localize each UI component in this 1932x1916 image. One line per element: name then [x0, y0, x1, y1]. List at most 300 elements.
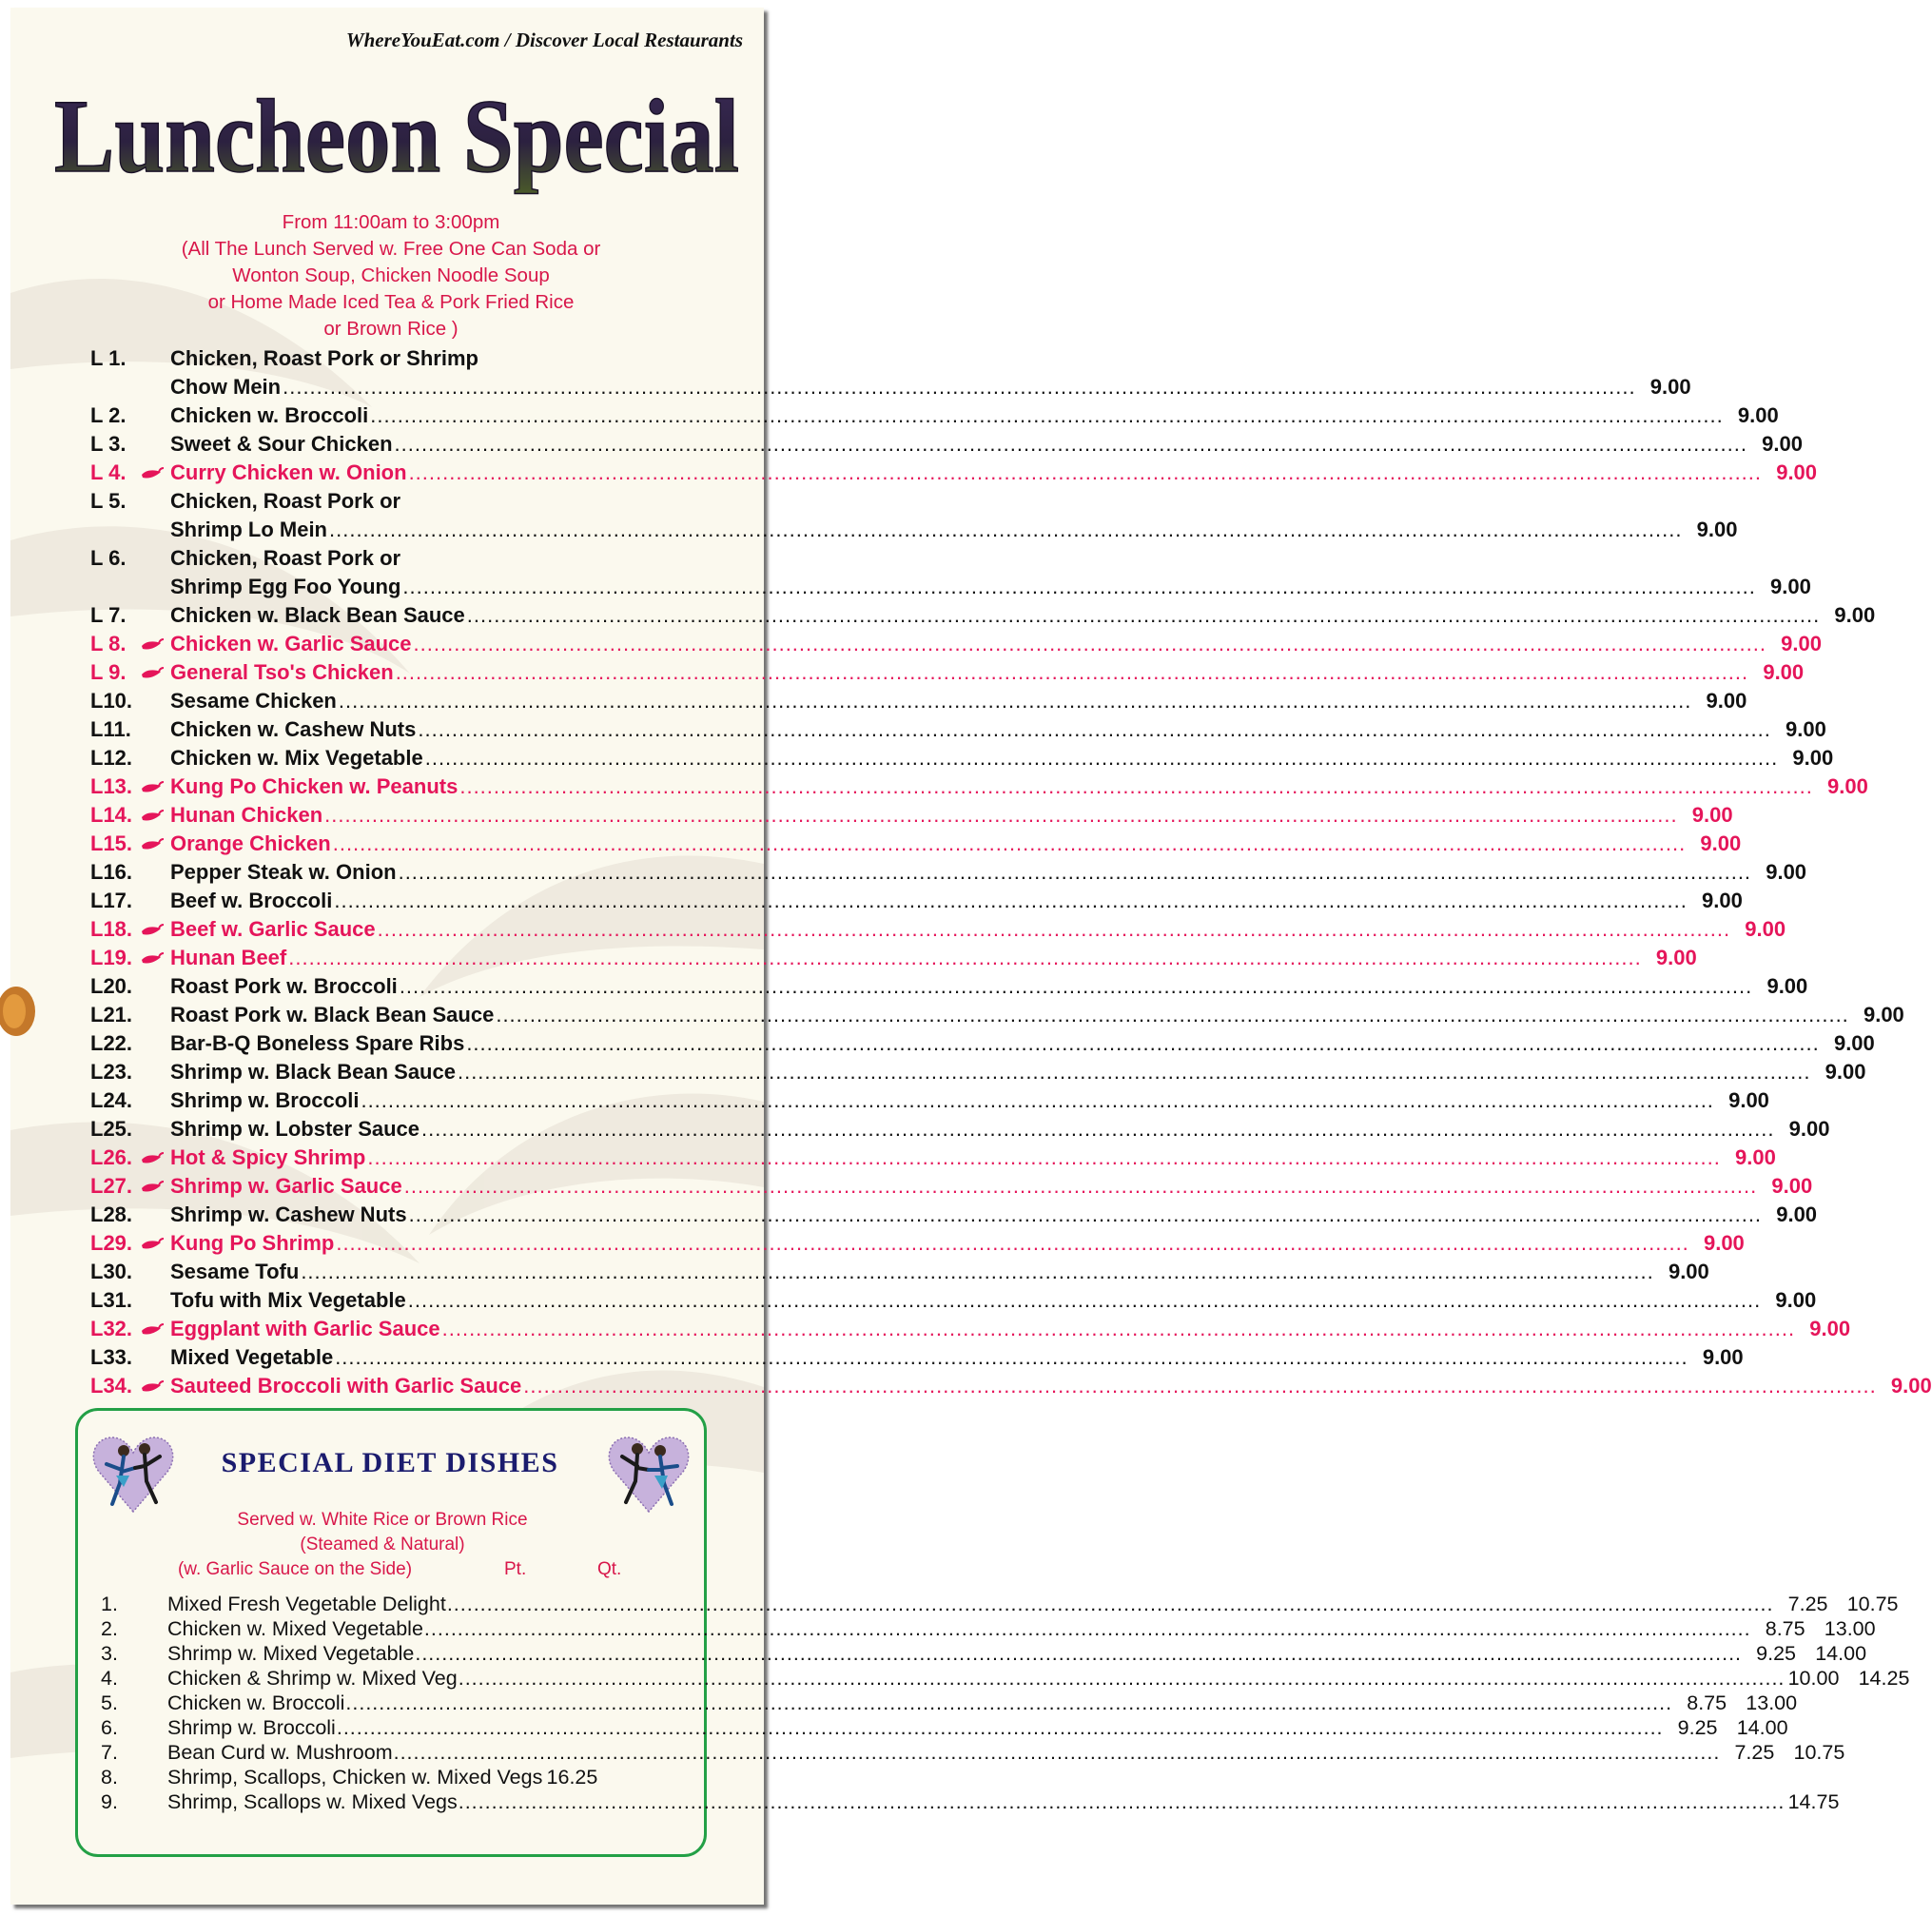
menu-item-code-text: L 3. — [90, 432, 127, 456]
diet-dish[interactable] — [95, 1592, 1899, 1616]
dot-leader: ........................................................................................................................................................................................................ — [457, 1060, 1811, 1084]
lunch-hours-line: Wonton Soup, Chicken Noodle Soup — [232, 264, 550, 286]
chili-pepper-icon — [140, 1237, 165, 1252]
menu-item-line — [170, 430, 1803, 459]
menu-item[interactable] — [90, 430, 1803, 459]
menu-item-line — [170, 801, 1733, 830]
dot-leader: ........................................................................................................................................................................................................ — [421, 1117, 1775, 1141]
menu-item-code-text: L14. — [90, 803, 133, 827]
dot-leader: ........................................................................................................................................................................................................ — [424, 746, 1779, 770]
menu-item-code — [90, 401, 170, 430]
menu-item-body — [170, 801, 1733, 830]
menu-item[interactable] — [90, 1343, 1744, 1372]
diet-dish-pint-price: 14.75 — [1787, 1790, 1840, 1813]
menu-item-code-text: L 5. — [90, 489, 127, 513]
menu-item-body — [170, 1172, 1813, 1201]
menu-item-code-text: L21. — [90, 1003, 133, 1026]
menu-item-line — [170, 972, 1808, 1001]
menu-item-name: Shrimp w. Cashew Nuts — [170, 1202, 407, 1226]
menu-item-code-text: L18. — [90, 917, 133, 941]
dot-leader: ........................................................................................................................................................................................................ — [523, 1374, 1877, 1398]
menu-item[interactable] — [90, 830, 1742, 858]
menu-item-line — [170, 772, 1868, 801]
diet-dish-quart-price: 10.75 — [1793, 1741, 1845, 1764]
menu-item-line — [170, 344, 709, 373]
diet-dish-name: Chicken w. Mixed Vegetable — [167, 1617, 423, 1640]
menu-item-code-text: L19. — [90, 946, 133, 969]
diet-dish-quart-price: 13.00 — [1824, 1617, 1876, 1640]
menu-item-name: Roast Pork w. Black Bean Sauce — [170, 1003, 495, 1026]
dot-leader: ........................................................................................................................................................................................................ — [408, 1202, 1763, 1226]
menu-item-code — [90, 1172, 170, 1201]
dot-leader: ........................................................................................................................................................................................................ — [407, 1288, 1762, 1312]
menu-item-price: 9.00 — [1833, 1031, 1875, 1055]
menu-item-code-text: L17. — [90, 889, 133, 912]
diet-dish-pint-price: 10.00 — [1787, 1667, 1840, 1690]
diet-dish-pint-price: 8.75 — [1765, 1617, 1805, 1640]
menu-page — [10, 8, 1932, 1905]
quart-column-label: Qt. — [597, 1559, 622, 1579]
diet-dish-name: Shrimp w. Mixed Vegetable — [167, 1642, 415, 1665]
menu-item-code-text: L28. — [90, 1202, 133, 1226]
diet-dish-pint-price: 7.25 — [1787, 1593, 1828, 1615]
chili-pepper-icon — [140, 1180, 165, 1195]
lunch-hours-line: or Brown Rice ) — [323, 318, 459, 340]
menu-item-code-text: L11. — [90, 717, 131, 741]
menu-item-line — [170, 915, 1786, 944]
dancing-couple-icon-right — [605, 1428, 693, 1518]
menu-item[interactable] — [90, 1315, 1851, 1343]
diet-dish-number: 7. — [101, 1741, 118, 1764]
menu-item-code — [90, 830, 170, 858]
dot-leader: ........................................................................................................................................................................................................ — [458, 1667, 1786, 1690]
menu-item-price: 9.00 — [1691, 803, 1733, 827]
menu-item-body — [170, 915, 1786, 944]
menu-item-name: Hunan Chicken — [170, 803, 323, 827]
diet-dish-number: 3. — [101, 1642, 118, 1665]
menu-item-name: Shrimp w. Garlic Sauce — [170, 1174, 402, 1198]
menu-item-line — [170, 1144, 1776, 1172]
diet-dish-number: 1. — [101, 1593, 118, 1615]
diet-dish[interactable] — [95, 1641, 1867, 1666]
diet-dish-number: 9. — [101, 1790, 118, 1813]
dot-leader: ........................................................................................................................................................................................................ — [345, 1691, 1673, 1714]
menu-item-price: 9.00 — [1786, 717, 1826, 741]
menu-item-code — [90, 801, 170, 830]
menu-item-code-text: L 7. — [90, 603, 127, 627]
menu-item-name: Chicken w. Broccoli — [170, 403, 369, 427]
dot-leader: ........................................................................................................................................................................................................ — [377, 917, 1731, 941]
dot-leader: ........................................................................................................................................................................................................ — [402, 575, 1756, 598]
dot-leader: ........................................................................................................................................................................................................ — [408, 460, 1763, 484]
menu-item-code — [90, 630, 170, 658]
menu-item-code — [90, 1058, 170, 1086]
menu-item-price: 9.00 — [1703, 1231, 1745, 1255]
chili-pepper-icon — [140, 837, 165, 852]
diet-dish-list — [95, 1592, 1910, 1814]
menu-item-body — [170, 487, 1738, 544]
diet-dish-number: 8. — [101, 1766, 118, 1789]
diet-dish-name: Chicken & Shrimp w. Mixed Veg — [167, 1667, 458, 1690]
menu-item-line — [170, 1315, 1851, 1343]
luncheon-menu-list — [90, 344, 1932, 1400]
menu-item-body — [170, 401, 1779, 430]
dot-leader: ........................................................................................................................................................................................................ — [415, 1642, 1743, 1665]
menu-item[interactable] — [90, 459, 1818, 487]
menu-item-code — [90, 1029, 170, 1058]
menu-item-code — [90, 344, 170, 401]
menu-item-body — [170, 344, 1691, 401]
menu-item-line — [170, 1058, 1866, 1086]
menu-item-code-text: L 1. — [90, 346, 127, 370]
menu-item-code — [90, 887, 170, 915]
menu-item-code — [90, 1115, 170, 1144]
diet-dish-name: Mixed Fresh Vegetable Delight — [167, 1593, 446, 1615]
dot-leader: ........................................................................................................................................................................................................ — [301, 1260, 1654, 1283]
menu-item-code — [90, 658, 170, 687]
menu-item-code-text: L24. — [90, 1088, 133, 1112]
menu-item-code — [90, 972, 170, 1001]
menu-item-body — [170, 715, 1826, 744]
menu-item-code-text: L34. — [90, 1374, 133, 1398]
dot-leader: ........................................................................................................................................................................................................ — [466, 1031, 1820, 1055]
menu-item-body — [170, 1086, 1769, 1115]
diet-dish[interactable] — [95, 1765, 666, 1789]
menu-item[interactable] — [90, 1144, 1776, 1172]
menu-item-line — [170, 1286, 1817, 1315]
menu-item[interactable] — [90, 1372, 1932, 1400]
diet-dish-pint-price: 8.75 — [1687, 1691, 1727, 1714]
menu-item-code — [90, 1201, 170, 1229]
menu-item-name: Chicken, Roast Pork or — [170, 489, 401, 513]
menu-item-body — [170, 601, 1876, 630]
chili-pepper-icon — [140, 666, 165, 681]
menu-item-name: Chicken w. Black Bean Sauce — [170, 603, 465, 627]
menu-item-body — [170, 1315, 1851, 1343]
menu-item-body — [170, 430, 1803, 459]
diet-dish[interactable] — [95, 1740, 1845, 1765]
menu-item-line — [170, 1115, 1830, 1144]
dot-leader: ........................................................................................................................................................................................................ — [367, 1145, 1721, 1169]
menu-item-body — [170, 1343, 1744, 1372]
dot-leader: ........................................................................................................................................................................................................ — [399, 974, 1753, 998]
diet-dish-quart-price: 14.00 — [1815, 1642, 1867, 1665]
menu-item-code-text: L 6. — [90, 546, 127, 570]
menu-item-code-text: L22. — [90, 1031, 133, 1055]
menu-item-code — [90, 1229, 170, 1258]
menu-item-line — [170, 1001, 1904, 1029]
diet-dish[interactable] — [95, 1715, 1788, 1740]
diet-dish-number: 5. — [101, 1691, 118, 1714]
menu-item-price: 9.00 — [1706, 689, 1747, 713]
diet-dish-number: 2. — [101, 1617, 118, 1640]
menu-item-price: 9.00 — [1701, 889, 1743, 912]
menu-item-code-text: L33. — [90, 1345, 133, 1369]
menu-item-code-text: L 9. — [90, 660, 127, 684]
menu-item-price: 9.00 — [1890, 1374, 1932, 1398]
menu-item[interactable] — [90, 687, 1747, 715]
menu-item[interactable] — [90, 1172, 1813, 1201]
menu-item-body — [170, 744, 1834, 772]
menu-item-line — [170, 1229, 1745, 1258]
menu-item[interactable] — [90, 972, 1808, 1001]
menu-item-code — [90, 1258, 170, 1286]
menu-item-body — [170, 887, 1743, 915]
menu-item-name: Chicken w. Cashew Nuts — [170, 717, 417, 741]
menu-item-code — [90, 1343, 170, 1372]
menu-item[interactable] — [90, 801, 1733, 830]
menu-item-name: Shrimp w. Broccoli — [170, 1088, 360, 1112]
menu-item[interactable] — [90, 1115, 1830, 1144]
menu-item-code — [90, 1372, 170, 1400]
chili-pepper-icon — [140, 780, 165, 795]
menu-item-price: 9.00 — [1770, 575, 1811, 598]
menu-item-name: Tofu with Mix Vegetable — [170, 1288, 406, 1312]
menu-item-line — [170, 687, 1747, 715]
special-diet-box — [75, 1408, 1910, 1857]
menu-item-code-text: L12. — [90, 746, 133, 770]
chili-pepper-icon — [140, 809, 165, 824]
menu-item[interactable] — [90, 772, 1868, 801]
menu-item[interactable] — [90, 858, 1807, 887]
menu-item[interactable] — [90, 1258, 1709, 1286]
menu-item-body — [170, 459, 1818, 487]
menu-item-body — [170, 1029, 1875, 1058]
dot-leader: ........................................................................................................................................................................................................ — [336, 1231, 1689, 1255]
menu-item-price: 9.00 — [1763, 660, 1805, 684]
menu-item-line — [170, 744, 1834, 772]
menu-item[interactable] — [90, 1058, 1866, 1086]
menu-item-code — [90, 1001, 170, 1029]
dot-leader: ........................................................................................................................................................................................................ — [338, 689, 1692, 713]
menu-item-code-text: L29. — [90, 1231, 133, 1255]
menu-item-code — [90, 744, 170, 772]
menu-item-line — [170, 1029, 1875, 1058]
menu-item[interactable] — [90, 1029, 1875, 1058]
menu-item-body — [170, 630, 1822, 658]
menu-item-price: 9.00 — [1766, 860, 1807, 884]
menu-item-price: 9.00 — [1781, 632, 1822, 655]
diet-dish-name: Chicken w. Broccoli — [167, 1691, 345, 1714]
menu-item-name: Chow Mein — [170, 375, 282, 399]
diet-subtitle — [135, 1508, 630, 1557]
dot-leader: ........................................................................................................................................................................................................ — [394, 432, 1747, 456]
menu-item-code-text: L25. — [90, 1117, 133, 1141]
menu-item-code — [90, 544, 170, 601]
menu-item-line — [170, 373, 1691, 401]
menu-item[interactable] — [90, 658, 1805, 687]
dancing-couple-icon — [89, 1428, 177, 1518]
dot-leader: ........................................................................................................................................................................................................ — [288, 946, 1642, 969]
menu-item-code-text: L 8. — [90, 632, 127, 655]
menu-item-line — [170, 1372, 1932, 1400]
dot-leader: ........................................................................................................................................................................................................ — [393, 1741, 1721, 1764]
menu-item[interactable] — [90, 1286, 1817, 1315]
menu-item[interactable] — [90, 630, 1822, 658]
menu-item[interactable] — [90, 1229, 1745, 1258]
chili-pepper-icon — [140, 1379, 165, 1395]
menu-item-price: 9.00 — [1776, 1202, 1818, 1226]
menu-item[interactable] — [90, 1201, 1818, 1229]
diet-dish-pint-price: 16.25 — [546, 1766, 598, 1789]
menu-item-code — [90, 430, 170, 459]
diet-dish[interactable] — [95, 1666, 1910, 1691]
menu-item[interactable] — [90, 487, 1738, 544]
menu-item[interactable] — [90, 887, 1743, 915]
menu-item-body — [170, 1144, 1776, 1172]
menu-item-name: Shrimp Egg Foo Young — [170, 575, 401, 598]
diet-dish-quart-price: 14.25 — [1858, 1667, 1910, 1690]
menu-item-code — [90, 772, 170, 801]
menu-item-price: 9.00 — [1728, 1088, 1769, 1112]
menu-item[interactable] — [90, 744, 1834, 772]
menu-item-body — [170, 972, 1808, 1001]
dot-leader: ........................................................................................................................................................................................................ — [423, 1617, 1751, 1640]
diet-subtitle-line: Served w. White Rice or Brown Rice — [237, 1510, 528, 1530]
menu-item[interactable] — [90, 601, 1876, 630]
menu-item-line — [170, 944, 1697, 972]
menu-item-line — [170, 658, 1805, 687]
menu-item-name: Eggplant with Garlic Sauce — [170, 1317, 440, 1340]
diet-dish[interactable] — [95, 1691, 1798, 1715]
menu-item-line — [170, 487, 709, 516]
diet-dish-pint-price: 7.25 — [1734, 1741, 1775, 1764]
menu-item-name: Bar-B-Q Boneless Spare Ribs — [170, 1031, 465, 1055]
menu-item-name: Sesame Tofu — [170, 1260, 300, 1283]
menu-item-body — [170, 1286, 1817, 1315]
dot-leader: ........................................................................................................................................................................................................ — [459, 774, 1813, 798]
menu-item-price: 9.00 — [1702, 1345, 1744, 1369]
diet-dish-pint-price: 9.25 — [1677, 1716, 1718, 1739]
menu-item[interactable] — [90, 344, 1691, 401]
menu-item-name: Roast Pork w. Broccoli — [170, 974, 398, 998]
menu-item-price: 9.00 — [1825, 1060, 1866, 1084]
menu-item[interactable] — [90, 1086, 1769, 1115]
menu-item[interactable] — [90, 1001, 1904, 1029]
menu-item-price: 9.00 — [1735, 1145, 1776, 1169]
menu-item-name: Chicken w. Mix Vegetable — [170, 746, 423, 770]
menu-item-price: 9.00 — [1792, 746, 1834, 770]
menu-item-price: 9.00 — [1649, 375, 1691, 399]
menu-item-price: 9.00 — [1737, 403, 1779, 427]
menu-item-code — [90, 1286, 170, 1315]
menu-item-code — [90, 1315, 170, 1343]
menu-item-line — [170, 1201, 1818, 1229]
menu-item-code — [90, 944, 170, 972]
menu-item-line — [170, 858, 1807, 887]
menu-item-price: 9.00 — [1655, 946, 1697, 969]
dot-leader: ........................................................................................................................................................................................................ — [332, 831, 1687, 855]
menu-item-name: Hunan Beef — [170, 946, 287, 969]
menu-item-line — [170, 830, 1742, 858]
chili-pepper-icon — [140, 1151, 165, 1166]
dot-leader: ........................................................................................................................................................................................................ — [446, 1593, 1774, 1615]
menu-item-body — [170, 830, 1742, 858]
menu-item-body — [170, 544, 1811, 601]
menu-item-code — [90, 715, 170, 744]
menu-item-body — [170, 944, 1697, 972]
menu-item-code — [90, 1086, 170, 1115]
menu-item-name: Shrimp w. Black Bean Sauce — [170, 1060, 456, 1084]
menu-item-line — [170, 630, 1822, 658]
dot-leader: ........................................................................................................................................................................................................ — [329, 518, 1683, 541]
dot-leader: ........................................................................................................................................................................................................ — [370, 403, 1724, 427]
menu-item-body — [170, 1001, 1904, 1029]
lunch-hours-line: (All The Lunch Served w. Free One Can Soda or — [181, 238, 601, 260]
menu-item-line — [170, 601, 1876, 630]
menu-item-code-text: L20. — [90, 974, 133, 998]
diet-dish-name: Shrimp, Scallops, Chicken w. Mixed Vegs — [167, 1766, 543, 1789]
menu-item[interactable] — [90, 544, 1811, 601]
menu-item-name: Chicken, Roast Pork or — [170, 546, 401, 570]
menu-item-body — [170, 1201, 1818, 1229]
menu-item-code — [90, 601, 170, 630]
diet-dish-pint-price: 9.25 — [1756, 1642, 1797, 1665]
menu-item-name: Beef w. Garlic Sauce — [170, 917, 376, 941]
menu-item-line — [170, 516, 1738, 544]
menu-item-body — [170, 658, 1805, 687]
menu-item-line — [170, 573, 1811, 601]
menu-item-price: 9.00 — [1668, 1260, 1709, 1283]
diet-dish-number: 4. — [101, 1667, 118, 1690]
menu-item-price: 9.00 — [1696, 518, 1738, 541]
diet-dish-number: 6. — [101, 1716, 118, 1739]
menu-item-price: 9.00 — [1775, 1288, 1817, 1312]
menu-item-name: Beef w. Broccoli — [170, 889, 333, 912]
menu-item-code-text: L13. — [90, 774, 133, 798]
menu-item-name: General Tso's Chicken — [170, 660, 394, 684]
dot-leader: ........................................................................................................................................................................................................ — [458, 1790, 1786, 1813]
menu-item[interactable] — [90, 944, 1697, 972]
menu-item-name: Kung Po Chicken w. Peanuts — [170, 774, 459, 798]
menu-item-name: Sweet & Sour Chicken — [170, 432, 393, 456]
pint-column-label: Pt. — [504, 1559, 527, 1579]
leaf-edge-decoration — [10, 978, 39, 1045]
menu-item-body — [170, 772, 1868, 801]
menu-item-line — [170, 715, 1826, 744]
dot-leader: ........................................................................................................................................................................................................ — [441, 1317, 1796, 1340]
title-text: Luncheon Special — [54, 78, 739, 194]
site-header[interactable]: WhereYouEat.com / Discover Local Restaurants — [345, 29, 743, 51]
diet-note: (w. Garlic Sauce on the Side) — [177, 1559, 413, 1579]
menu-item-body — [170, 1115, 1830, 1144]
menu-item-name: Hot & Spicy Shrimp — [170, 1145, 366, 1169]
menu-item-code — [90, 487, 170, 544]
menu-item-code-text: L16. — [90, 860, 133, 884]
lunch-hours-line: or Home Made Iced Tea & Pork Fried Rice — [207, 291, 575, 313]
menu-item-line — [170, 1172, 1813, 1201]
menu-item-body — [170, 1372, 1932, 1400]
menu-item-code — [90, 1144, 170, 1172]
menu-item[interactable] — [90, 715, 1826, 744]
menu-item[interactable] — [90, 401, 1779, 430]
menu-item-price: 9.00 — [1788, 1117, 1830, 1141]
menu-item-code-text: L15. — [90, 831, 133, 855]
menu-item-price: 9.00 — [1863, 1003, 1904, 1026]
menu-item-name: Kung Po Shrimp — [170, 1231, 335, 1255]
menu-item-code-text: L10. — [90, 689, 133, 713]
diet-dish-name: Shrimp, Scallops w. Mixed Vegs — [167, 1790, 458, 1813]
menu-item-line — [170, 459, 1818, 487]
menu-item-name: Sesame Chicken — [170, 689, 337, 713]
menu-item-line — [170, 1086, 1769, 1115]
diet-dish[interactable] — [95, 1789, 1840, 1814]
dot-leader: ........................................................................................................................................................................................................ — [336, 1716, 1664, 1739]
diet-dish[interactable] — [95, 1616, 1876, 1641]
chili-pepper-icon — [140, 951, 165, 967]
menu-item[interactable] — [90, 915, 1786, 944]
chili-pepper-icon — [140, 466, 165, 481]
